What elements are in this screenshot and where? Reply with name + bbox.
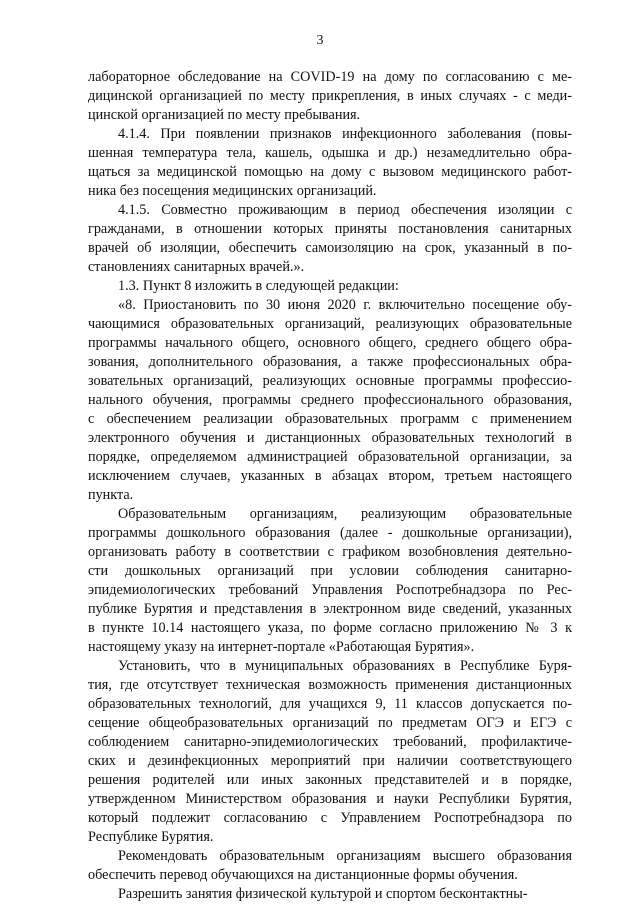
text-line: публике Бурятия и представления в электронном виде сведений, указанных (88, 601, 572, 617)
paragraph-p3 (88, 201, 572, 277)
paragraph-p2 (88, 125, 572, 201)
text-line: обеспечить перевод обучающихся на дистанционные формы обучения. (88, 867, 518, 883)
paragraph-p6 (88, 505, 572, 657)
document-body (88, 68, 572, 904)
text-line: зования, дополнительного образования, а также профессиональных обра- (88, 354, 572, 370)
text-line: пункта. (88, 487, 134, 503)
text-line: эпидемиологических требований Управления Роспотребнадзора по Рес- (88, 582, 572, 598)
paragraph-p1 (88, 68, 572, 125)
text-line: шенная температура тела, кашель, одышка и др.) незамедлительно обра- (88, 145, 572, 161)
text-line: утвержденном Министерством образования и науки Республики Бурятия, (88, 791, 572, 807)
text-line: зовательных организаций, реализующих основные программы профессио- (88, 373, 572, 389)
text-line: лабораторное обследование на COVID-19 на дому по согласованию с ме- (88, 69, 572, 85)
text-line: сещение общеобразовательных организаций по предметам ОГЭ и ЕГЭ с (88, 715, 572, 731)
text-line: сти дошкольных организаций при условии соблюдения санитарно- (88, 563, 572, 579)
text-line: врачей об изоляции, обеспечить самоизоляцию на срок, указанный в по- (88, 240, 572, 256)
text-line: программы начального общего, основного общего, среднего общего обра- (88, 335, 572, 351)
text-line: электронного обучения и дистанционных образовательных технологий в (88, 430, 572, 446)
text-line: цинской организацией по месту пребывания. (88, 107, 361, 123)
text-line: программы дошкольного образования (далее - дошкольные организации), (88, 525, 572, 541)
text-line: настоящему указу на интернет-портале «Работающая Бурятия». (88, 639, 475, 655)
text-line: ника без посещения медицинских организаций. (88, 183, 377, 199)
text-line: ских и дезинфекционных мероприятий при наличии соответствующего (88, 753, 572, 769)
text-line: исключением случаев, указанных в абзацах втором, третьем настоящего (88, 468, 572, 484)
text-line: образовательных технологий, для учащихся 9, 11 классов допускается по- (88, 696, 572, 712)
text-line: Разрешить занятия физической культурой и спортом бесконтактны- (118, 886, 528, 902)
text-line: «8. Приостановить по 30 июня 2020 г. включительно посещение обу- (118, 297, 572, 313)
text-line: дицинской организацией по месту прикрепления, в иных случаях - с меди- (88, 88, 572, 104)
text-line: становлениях санитарных врачей.». (88, 259, 305, 275)
text-line: 4.1.4. При появлении признаков инфекционного заболевания (повы- (118, 126, 572, 142)
text-line: Республике Бурятия. (88, 829, 214, 845)
paragraph-p8 (88, 847, 572, 885)
text-line: в пункте 10.14 настоящего указа, по форме согласно приложению № 3 к (88, 620, 572, 636)
paragraph-p7 (88, 657, 572, 847)
paragraph-p5 (88, 296, 572, 505)
text-line: 4.1.5. Совместно проживающим в период обеспечения изоляции с (118, 202, 572, 218)
text-line: организовать работу в соответствии с графиком возобновления деятельно- (88, 544, 572, 560)
text-line: тия, где отсутствует техническая возможность применения дистанционных (88, 677, 572, 693)
page-number: 3 (316, 33, 324, 48)
paragraph-p9 (88, 885, 572, 904)
text-line: Установить, что в муниципальных образованиях в Республике Буря- (118, 658, 572, 674)
text-line: с обеспечением реализации образовательных программ с применением (88, 411, 572, 427)
text-line: гражданами, в отношении которых приняты постановления санитарных (88, 221, 572, 237)
text-line: который подлежит согласованию с Управлением Роспотребнадзора по (88, 810, 572, 826)
text-line: соблюдением санитарно-эпидемиологических требований, профилактиче- (88, 734, 572, 750)
text-line: нального обучения, программы среднего профессионального образования, (88, 392, 572, 408)
text-line: щаться за медицинской помощью на дому с вызовом медицинского работ- (88, 164, 572, 180)
paragraph-p4 (88, 277, 572, 296)
text-line: решения родителей или иных законных представителей и в порядке, (88, 772, 572, 788)
text-line: 1.3. Пункт 8 изложить в следующей редакции: (118, 278, 399, 294)
text-line: чающимися образовательных организаций, реализующих образовательные (88, 316, 572, 332)
text-line: Образовательным организациям, реализующим образовательные (118, 506, 572, 522)
text-line: Рекомендовать образовательным организациям высшего образования (118, 848, 572, 864)
text-line: порядке, определяемом администрацией образовательной организации, за (88, 449, 572, 465)
